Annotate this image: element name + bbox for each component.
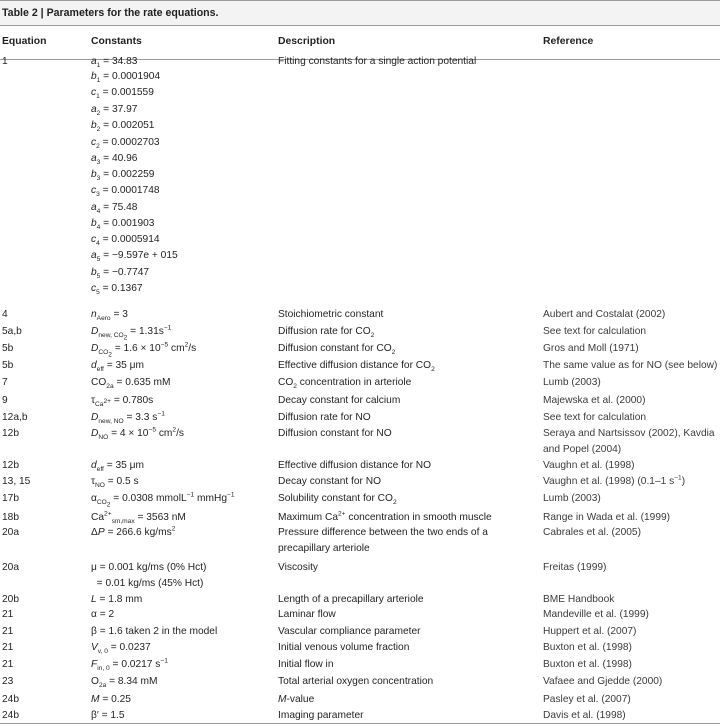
constant-cell: $\tau_{Ca^{2+}} = 0.780s$ <box>91 395 154 409</box>
equation-cell: 17b <box>2 493 19 504</box>
description-cell: $CO_2$ concentration in arteriole <box>278 377 412 391</box>
description-cell: Effective diffusion distance for NO <box>278 460 432 471</box>
equation-cell: 7 <box>2 377 8 388</box>
constant-cell: $D_{new, NO} = 3.3$ $s^{-1}$ <box>91 410 165 426</box>
constant-cell: $\tau_{NO} = 0.5$ s <box>91 476 139 490</box>
equation-cell: 12b <box>2 460 19 471</box>
equation-cell: 20b <box>2 594 19 605</box>
constant-cell: α = 2 <box>91 609 115 620</box>
equation-cell: 12a,b <box>2 412 28 423</box>
constant-cell: $b_1 = 0.0001904$ <box>91 71 161 85</box>
constant-cell: $D_{CO_2} = 1.6 \times 10^{-5}$ $cm^2/s$ <box>91 341 197 359</box>
constant-cell: M = 0.25 <box>91 694 131 705</box>
reference-cell: Buxton et al. (1998) <box>543 642 632 653</box>
header-reference: Reference <box>543 36 594 47</box>
constant-cell: μ = 0.001 kg/ms (0% Hct) = 0.01 kg/ms (45% Hct) <box>91 562 207 589</box>
equation-cell: 23 <box>2 676 14 687</box>
constant-cell: $\alpha_{CO_2} = 0.0308$ mmolL$^{-1}$ mmHg$^{-1}$ <box>91 491 235 509</box>
reference-cell: Mandeville et al. (1999) <box>543 609 649 620</box>
reference-cell: Cabrales et al. (2005) <box>543 527 641 538</box>
constant-cell: ΔP = 266.6 $kg/ms^2$ <box>91 525 176 538</box>
constant-cell: $b_3 = 0.002259$ <box>91 169 155 183</box>
constant-cell: $Ca^{2+}_{sm,max} = 3563$ nM <box>91 510 186 526</box>
reference-cell: BME Handbook <box>543 594 615 605</box>
equation-cell: 9 <box>2 395 8 406</box>
description-cell: Length of a precapillary arteriole <box>278 594 424 605</box>
constant-cell: $O_{2a} = 8.34$ mM <box>91 676 158 690</box>
constant-cell: $b_4 = 0.001903$ <box>91 218 155 232</box>
constant-cell: $c_2 = 0.0002703$ <box>91 137 160 151</box>
constant-cell: $b_2 = 0.002051$ <box>91 120 155 134</box>
reference-cell: Vaughn et al. (1998) <box>543 460 635 471</box>
equation-cell: 13, 15 <box>2 476 31 487</box>
equation-cell: 1 <box>2 56 8 67</box>
equation-cell: 18b <box>2 512 19 523</box>
equation-cell: 24b <box>2 694 19 705</box>
description-cell: M-value <box>278 694 315 705</box>
constant-cell: $CO_{2a} = 0.635$ mM <box>91 377 171 391</box>
constant-cell: $c_1 = 0.001559$ <box>91 87 154 101</box>
constant-cell: $c_4 = 0.0005914$ <box>91 234 160 248</box>
equation-cell: 21 <box>2 609 14 620</box>
reference-cell: Pasley et al. (2007) <box>543 694 631 705</box>
constant-cell: L = 1.8 mm <box>91 594 143 605</box>
reference-cell: Aubert and Costalat (2002) <box>543 309 666 320</box>
description-cell: Decay constant for calcium <box>278 395 401 406</box>
constant-cell: β = 1.6 taken 2 in the model <box>91 626 218 637</box>
equation-cell: 5b <box>2 343 14 354</box>
equation-cell: 5b <box>2 360 14 371</box>
constant-cell: $b_5 = -0.7747$ <box>91 267 150 281</box>
description-cell: Maximum $Ca^{2+}$ concentration in smooth muscle <box>278 510 492 523</box>
reference-cell: Gros and Moll (1971) <box>543 343 639 354</box>
description-cell: Diffusion constant for NO <box>278 428 392 439</box>
reference-cell: Davis et al. (1998) <box>543 710 626 721</box>
constant-cell: $a_1 = 34.83$ <box>91 56 138 70</box>
constant-cell: $V_{v, 0} = 0.0237$ <box>91 642 151 656</box>
reference-cell: Buxton et al. (1998) <box>543 659 632 670</box>
constant-cell: $a_3 = 40.96$ <box>91 153 138 167</box>
reference-cell: Lumb (2003) <box>543 493 601 504</box>
reference-cell: Lumb (2003) <box>543 377 601 388</box>
equation-cell: 4 <box>2 309 8 320</box>
constant-cell: $c_5 = 0.1367$ <box>91 283 143 297</box>
description-cell: Diffusion constant for $CO_2$ <box>278 343 396 357</box>
reference-cell: The same value as for NO (see below) <box>543 360 718 371</box>
constant-cell: $a_2 = 37.97$ <box>91 104 138 118</box>
equation-cell: 20a <box>2 527 19 538</box>
description-cell: Decay constant for NO <box>278 476 382 487</box>
constant-cell: $F_{in, 0} = 0.0217$ $s^{-1}$ <box>91 657 168 673</box>
equation-cell: 20a <box>2 562 19 573</box>
constant-cell: $n_{Aero} = 3$ <box>91 309 128 323</box>
description-cell: Initial flow in <box>278 659 334 670</box>
description-cell: Solubility constant for $CO_2$ <box>278 493 397 507</box>
header-constants: Constants <box>91 36 142 47</box>
description-cell: Diffusion rate for $CO_2$ <box>278 326 375 340</box>
equation-cell: 21 <box>2 626 14 637</box>
description-cell: Vascular compliance parameter <box>278 626 421 637</box>
constant-cell: $D_{NO} = 4 \times 10^{-5}$ $cm^2/s$ <box>91 426 185 442</box>
description-cell: Initial venous volume fraction <box>278 642 410 653</box>
reference-cell: Freitas (1999) <box>543 562 607 573</box>
constant-cell: $a_4 = 75.48$ <box>91 202 138 216</box>
equation-cell: 12b <box>2 428 19 439</box>
table-title: Table 2 | Parameters for the rate equations. <box>0 0 720 26</box>
header-equation: Equation <box>2 36 47 47</box>
constant-cell: $a_5 = -9.597e + 015$ <box>91 250 178 264</box>
reference-cell: Vafaee and Gjedde (2000) <box>543 676 663 687</box>
constant-cell: $d_{eff} = 35$ μm <box>91 360 145 374</box>
description-cell: Stoichiometric constant <box>278 309 384 320</box>
table-bottom-rule <box>0 723 720 724</box>
description-cell: Diffusion rate for NO <box>278 412 371 423</box>
reference-cell: Vaughn et al. (1998) (0.1–1 $s^{-1}$) <box>543 474 686 487</box>
description-cell: Viscosity <box>278 562 319 573</box>
description-cell: Fitting constants for a single action potential <box>278 56 477 67</box>
constant-cell: $c_3 = 0.0001748$ <box>91 185 160 199</box>
constant-cell: $D_{new, CO_2} = 1.31s^{-1}$ <box>91 324 172 342</box>
equation-cell: 5a,b <box>2 326 22 337</box>
reference-cell: Seraya and Nartsissov (2002), Kavdia and Popel (2004) <box>543 428 715 455</box>
reference-cell: See text for calculation <box>543 326 647 337</box>
header-description: Description <box>278 36 336 47</box>
reference-cell: Huppert et al. (2007) <box>543 626 637 637</box>
description-cell: Imaging parameter <box>278 710 364 721</box>
description-cell: Total arterial oxygen concentration <box>278 676 434 687</box>
reference-cell: See text for calculation <box>543 412 647 423</box>
equation-cell: 21 <box>2 642 14 653</box>
reference-cell: Range in Wada et al. (1999) <box>543 512 671 523</box>
description-cell: Pressure difference between the two ends of a precapillary arteriole <box>278 527 488 554</box>
description-cell: Laminar flow <box>278 609 336 620</box>
constant-cell: β′ = 1.5 <box>91 710 125 721</box>
reference-cell: Majewska et al. (2000) <box>543 395 646 406</box>
constant-cell: $d_{eff} = 35$ μm <box>91 460 145 474</box>
equation-cell: 24b <box>2 710 19 721</box>
description-cell: Effective diffusion distance for $CO_2$ <box>278 360 435 374</box>
equation-cell: 21 <box>2 659 14 670</box>
